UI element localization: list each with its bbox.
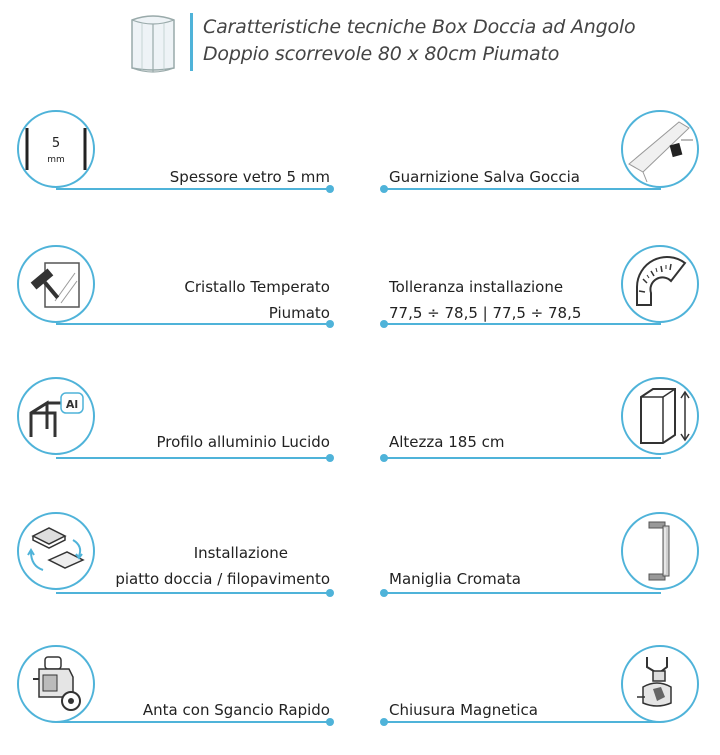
chrome-handle-icon (621, 512, 699, 590)
magnetic-closure-icon (621, 645, 699, 723)
feature-label: Profilo alluminio Lucido (156, 433, 330, 451)
feature-height (0, 377, 505, 487)
header-accent-bar (190, 13, 193, 71)
connector-dot (380, 589, 388, 597)
feature-magnetic-closure (0, 645, 538, 755)
header (0, 0, 720, 80)
height-icon (621, 377, 699, 455)
feature-label-2: Piumato (268, 304, 330, 322)
feature-tolerance (0, 245, 582, 355)
title-line-1: Caratteristiche tecniche Box Doccia ad Angolo (203, 16, 636, 38)
connector-dot (380, 718, 388, 726)
connector-dot (380, 454, 388, 462)
feature-chrome-handle (0, 512, 521, 622)
feature-label: Spessore vetro 5 mm (169, 168, 330, 186)
drip-seal-icon (621, 110, 699, 188)
feature-label: Installazione (193, 544, 288, 562)
feature-label-2: piatto doccia / filopavimento (115, 570, 330, 588)
feature-label-2: 77,5 ÷ 78,5 | 77,5 ÷ 78,5 (389, 304, 582, 322)
connector-line (385, 592, 661, 594)
glass-thickness-value: 5 (51, 136, 61, 151)
feature-label: Cristallo Temperato (184, 278, 330, 296)
title-line-2: Doppio scorrevole 80 x 80cm Piumato (203, 43, 560, 65)
feature-label: Maniglia Cromata (389, 570, 521, 588)
connector-line (385, 457, 661, 459)
feature-label: Altezza 185 cm (389, 433, 505, 451)
aluminium-symbol: Al (65, 398, 79, 411)
corner-shower-box-icon (128, 10, 178, 74)
connector-dot (380, 320, 388, 328)
glass-thickness-unit: mm (47, 155, 65, 165)
feature-label: Tolleranza installazione (389, 278, 564, 296)
feature-label: Chiusura Magnetica (389, 701, 538, 719)
feature-label: Anta con Sgancio Rapido (142, 701, 330, 719)
page-title (203, 14, 713, 68)
connector-dot (380, 185, 388, 193)
protractor-icon (621, 245, 699, 323)
feature-label: Guarnizione Salva Goccia (389, 168, 580, 186)
feature-drip-seal (0, 110, 580, 220)
